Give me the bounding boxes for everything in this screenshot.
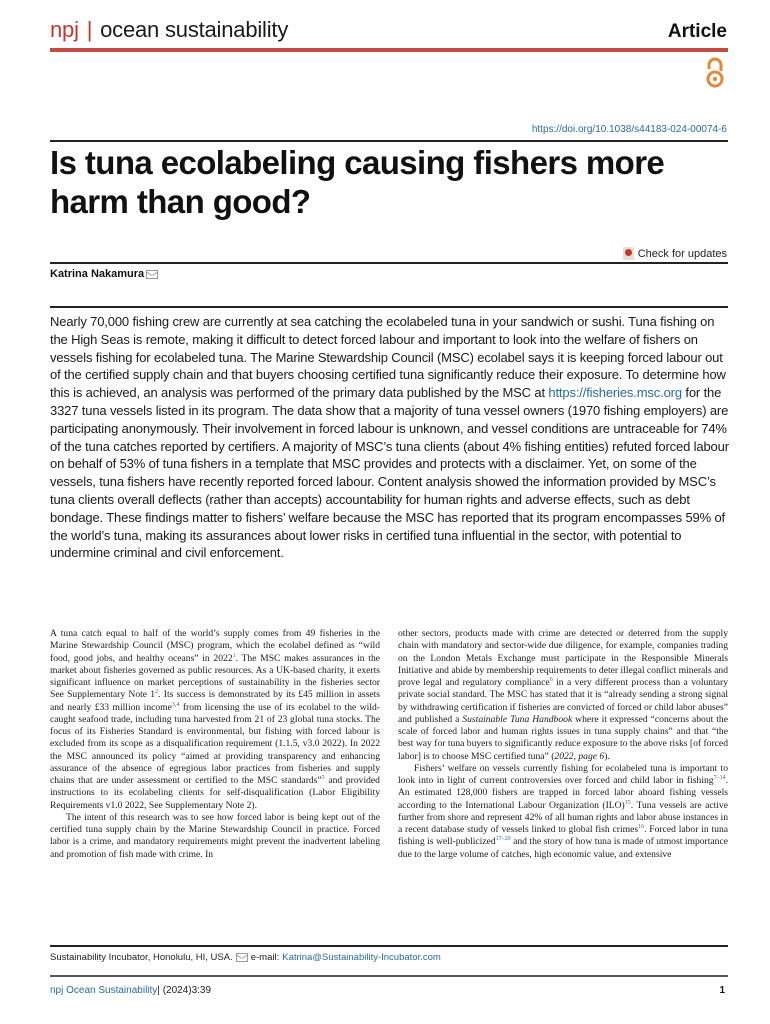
journal-separator: | (86, 17, 93, 42)
journal-name (50, 17, 288, 43)
journal-suffix: ocean sustainability (100, 17, 289, 42)
body-text: and provided instructions to its ecolabeling clients for self-disqualification (Labor Eligibility Requirements v1.0 2022, See Supplementary Note 2). (50, 775, 380, 811)
abstract (50, 313, 730, 562)
body-text: . Its success is demonstrated by its £45 million in assets and nearly £33 million income (50, 689, 380, 713)
reference-link[interactable]: 15 (624, 799, 631, 806)
body-text: ). (604, 750, 610, 762)
open-access-lock-icon (705, 57, 725, 89)
body-column-right (398, 628, 728, 861)
email-label: e-mail: (250, 952, 280, 963)
body-paragraph (398, 763, 728, 861)
reference-link[interactable]: 6 (549, 676, 553, 683)
body-text: other sectors, products made with crime are detected or deterred from the supply chain with mandatory and sector-wide due diligence, for example, companies trading on the London Metals Exchange must participate in the Responsible Minerals Initiative and abide by membership requirements to deter illegal conflict minerals and prove legal and regulatory compliance (398, 628, 728, 688)
footer-journal-link[interactable]: npj Ocean Sustainability (50, 985, 158, 996)
footnote-divider (50, 945, 728, 947)
author-divider (50, 262, 728, 264)
footer-separator: | (157, 985, 160, 996)
body-paragraph (398, 628, 728, 763)
body-text: from licensing the use of its ecolabel to the wild-caught seafood trade, including tuna harvested from 21 of 23 global tuna stocks. The focus of its Fisheries Standard is environmental, but fishing with forced labour is excluded from its scope as a disqualification requirement (1.1.5, v3.0 2022). In 2022 the MSC announced its policy “aimed at providing transparency and enhancing assurance of the absence of egregious labor practices from fisheries and supply chains that are under assessment or certified to the MSC standards” (50, 701, 380, 786)
footer-citation-text: (2024)3:39 (162, 985, 212, 996)
handbook-title: Sustainable Tuna Handbook (462, 713, 573, 725)
reference-link[interactable]: 2 (155, 689, 159, 696)
citation-page: 2022, page 6 (554, 750, 605, 762)
body-text: . An estimated 128,000 fishers are trapped in forced labor aboard fishing vessels according to the International Labour Organization (ILO) (398, 775, 728, 811)
reference-link[interactable]: 1 (232, 652, 236, 659)
body-text: . Tuna vessels are active further from shore and represent 42% of all human rights and labor abuse instances in a recent database study of vessels linked to global fish crimes (398, 799, 728, 835)
body-text: Fishers’ welfare on vessels currently fishing for ecolabeled tuna is important to look into in light of current controversies over forced and child labor in fishing (398, 762, 728, 786)
reference-link[interactable]: 16 (638, 823, 645, 830)
journal-prefix: npj (50, 17, 79, 42)
check-for-updates-button[interactable] (623, 247, 727, 260)
affiliation-footnote (50, 952, 441, 963)
body-text: A tuna catch equal to half of the world’s supply comes from 49 fisheries in the Marine Stewardship Council (MSC) program, which the ecolabel defined as “wild food, good jobs, and healthy oceans” in 2022 (50, 628, 380, 664)
reference-link[interactable]: 3,4 (171, 701, 180, 708)
reference-link[interactable]: 7–14 (713, 774, 726, 781)
author-name[interactable]: Katrina Nakamura (50, 268, 145, 280)
author-line (50, 268, 158, 280)
article-type-label: Article (667, 21, 727, 42)
body-text: . Forced labor in tuna fishing is well-publicized (398, 824, 728, 848)
body-paragraph: The intent of this research was to see how forced labor is being kept out of the certified tuna supply chain by the Marine Stewardship Council in practice. Forced labor is a crime, and mandatory requirements might prevent the inadvertent labeling and promotion of fish made with crime. In (50, 811, 380, 860)
reference-link[interactable]: 5 (321, 774, 325, 781)
header-divider (50, 48, 728, 52)
body-text: and the story of how tuna is made of utmost importance due to the large volume of catches, high economic value, and extensive (398, 836, 728, 860)
affiliation-text: Sustainability Incubator, Honolulu, HI, USA. (50, 952, 233, 963)
article-title: Is tuna ecolabeling causing fishers more harm than good? (50, 144, 665, 220)
footer-citation (50, 985, 211, 996)
mail-icon[interactable] (146, 270, 158, 279)
page-number: 1 (719, 985, 725, 996)
check-for-updates-label: Check for updates (637, 247, 727, 260)
abstract-text-part1: Nearly 70,000 fishing crew are currently at sea catching the ecolabeled tuna in your sandwich or sushi. Tuna fishing on the High Seas is remote, making it difficult to detect forced labour and important to look into the welfare of fishers on vessels fishing for ecolabeled tuna. The Marine Stewardship Council (MSC) ecolabel says it is keeping forced labour out of the certified supply chain and that buyers choosing certified tuna significantly reduce their exposure. To determine how this is achieved, an analysis was performed of the primary data published by the MSC at (50, 314, 726, 401)
abstract-divider (50, 306, 728, 308)
footer-divider (50, 975, 728, 977)
check-for-updates-icon (623, 247, 634, 260)
body-text: in a very different process than a voluntary private social standard. The MSC has stated that it is “already sending a strong signal by withdrawing certification if fisheries are convicted of forced or child labor abuses” and published a (398, 677, 729, 725)
author-email-link[interactable]: Katrina@Sustainability-Incubator.com (282, 952, 441, 963)
body-text: where it expressed “concerns about the scale of forced labor and human rights issues in tuna supply chains” and that “the best way for tuna buyers to significantly reduce exposure to the above risks [of forced labor] is to choose MSC certified tuna” ( (398, 713, 728, 762)
body-paragraph (50, 628, 380, 812)
msc-fisheries-link[interactable]: https://fisheries.msc.org (548, 385, 682, 401)
reference-link[interactable]: 17–20 (495, 836, 511, 843)
doi-link[interactable]: https://doi.org/10.1038/s44183-024-00074-6 (531, 124, 727, 135)
title-divider (50, 140, 728, 142)
body-text: . The MSC makes assurances in the market about fisheries governed as public resources. As a UK-based charity, it exerts significant influence on market perceptions of sustainability in the fisheries sector See Supplementary Note 1 (50, 652, 380, 701)
mail-icon (236, 953, 248, 962)
body-column-left (50, 628, 380, 861)
abstract-text-part2: for the 3327 tuna vessels listed in its program. The data show that a majority of tuna vessel owners (1970 fishing employers) are participating anonymously. Their involvement in forced labour is unknown, and vessel conditions are untraceable for 74% of the tuna catches reported by certifiers. A majority of MSC’s tuna clients (about 4% fishing entities) refuted forced labour on behalf of 53% of tuna fishers in a template that MSC provides and protects with a disclaimer. Yet, on some of the vessels, tuna fishers have recently reported forced labour. Content analysis showed the information provided by MSC’s tuna clients overall deflects (rather than accepts) accountability for human rights and adverse effects, such as debt bondage. These findings matter to fishers’ welfare because the MSC has reported that its program encompasses 59% of the world’s tuna, making its assurances about lower risks in certified tuna influential in the sector, with potential to undermine criminal and civil enforcement. (50, 385, 729, 561)
